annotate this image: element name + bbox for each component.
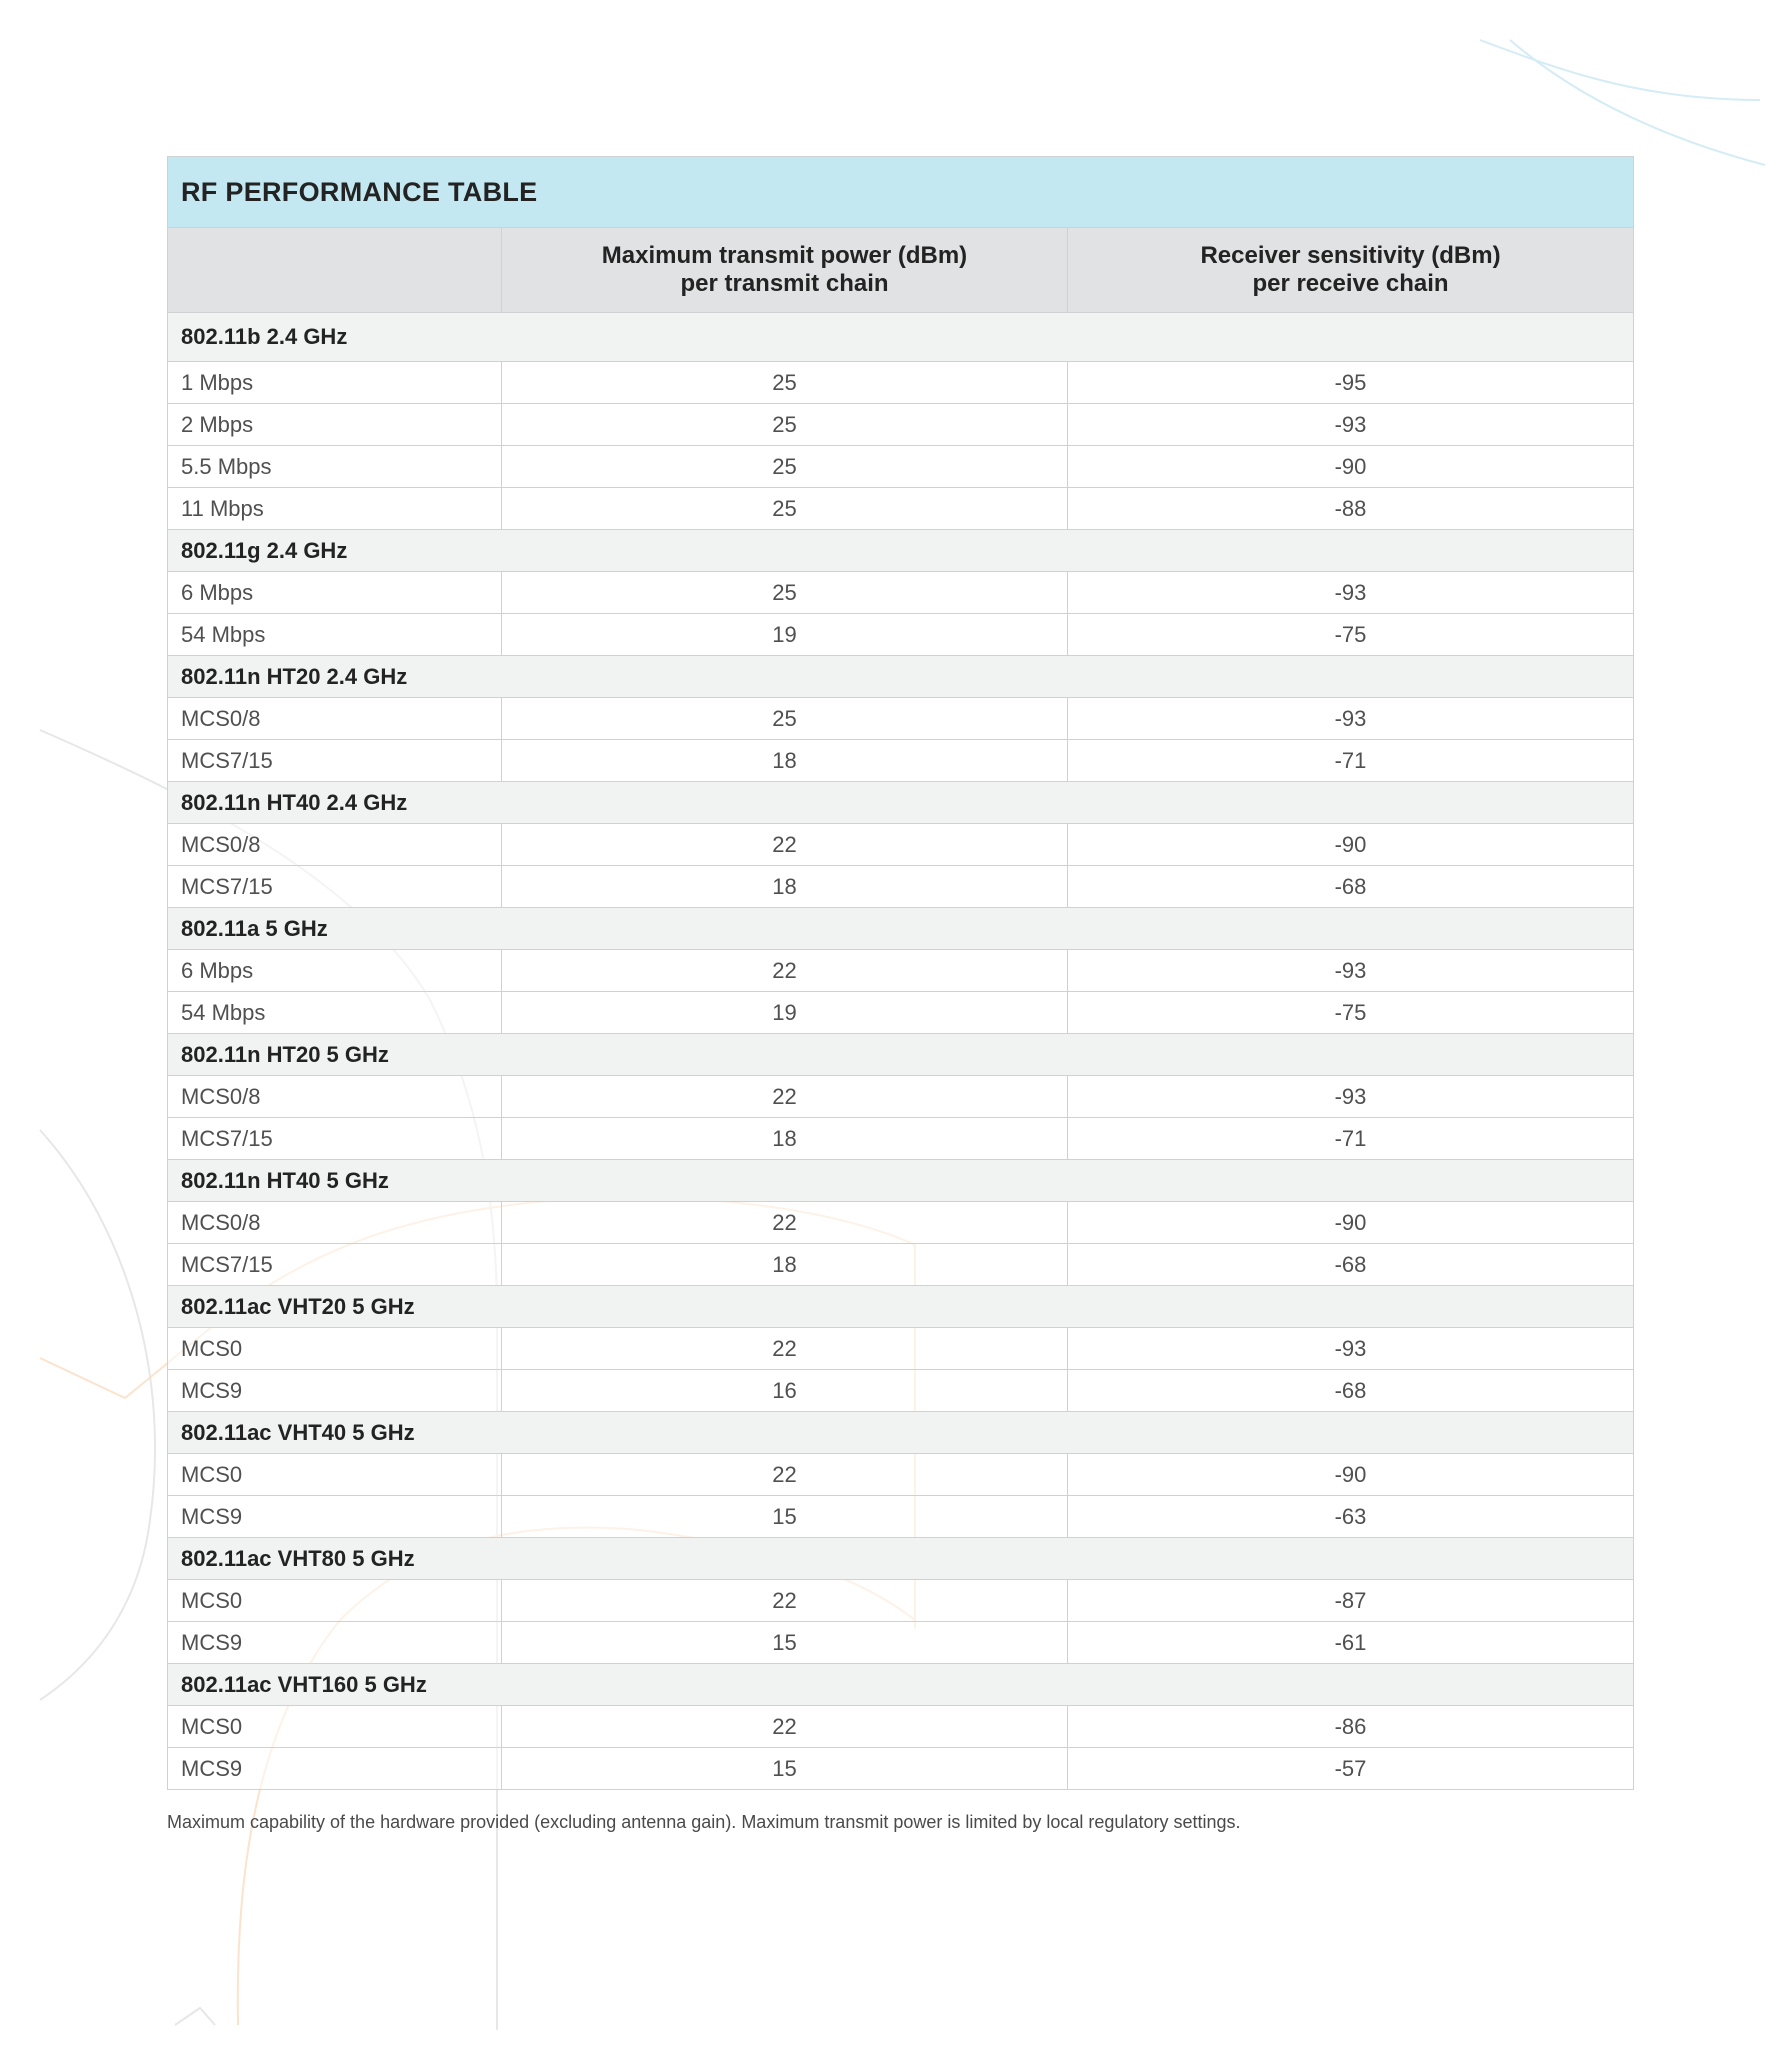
tx-power-cell: 22 bbox=[502, 1328, 1068, 1370]
rate-cell: MCS0 bbox=[168, 1454, 502, 1496]
rx-sensitivity-cell: -95 bbox=[1068, 362, 1634, 404]
column-header-row bbox=[168, 228, 1634, 313]
rate-cell: 6 Mbps bbox=[168, 572, 502, 614]
tx-power-cell: 22 bbox=[502, 1076, 1068, 1118]
group-label: 802.11ac VHT40 5 GHz bbox=[168, 1412, 1634, 1454]
group-row bbox=[168, 1412, 1634, 1454]
table-row bbox=[168, 1244, 1634, 1286]
rate-cell: 54 Mbps bbox=[168, 992, 502, 1034]
rate-cell: MCS9 bbox=[168, 1370, 502, 1412]
rate-cell: 1 Mbps bbox=[168, 362, 502, 404]
rx-sensitivity-cell: -93 bbox=[1068, 572, 1634, 614]
table-row bbox=[168, 1496, 1634, 1538]
table-row bbox=[168, 866, 1634, 908]
group-label: 802.11b 2.4 GHz bbox=[168, 313, 1634, 362]
table-row bbox=[168, 698, 1634, 740]
table-row bbox=[168, 1328, 1634, 1370]
table-footnote: Maximum capability of the hardware provided (excluding antenna gain). Maximum transmit power is limited by local regulatory settings. bbox=[167, 1812, 1241, 1832]
rate-cell: MCS0/8 bbox=[168, 824, 502, 866]
group-label: 802.11ac VHT20 5 GHz bbox=[168, 1286, 1634, 1328]
rx-sensitivity-cell: -63 bbox=[1068, 1496, 1634, 1538]
rx-sensitivity-cell: -93 bbox=[1068, 950, 1634, 992]
rx-sensitivity-cell: -93 bbox=[1068, 698, 1634, 740]
tx-power-cell: 15 bbox=[502, 1622, 1068, 1664]
table-row bbox=[168, 1622, 1634, 1664]
table-row bbox=[168, 1706, 1634, 1748]
rate-cell: MCS7/15 bbox=[168, 740, 502, 782]
rf-performance-table bbox=[167, 156, 1634, 1790]
tx-power-cell: 22 bbox=[502, 950, 1068, 992]
rx-sensitivity-cell: -93 bbox=[1068, 1076, 1634, 1118]
tx-power-cell: 22 bbox=[502, 1202, 1068, 1244]
tx-power-cell: 15 bbox=[502, 1496, 1068, 1538]
tx-power-cell: 18 bbox=[502, 1118, 1068, 1160]
rx-header-line1: Receiver sensitivity (dBm) bbox=[1200, 242, 1501, 269]
table-row bbox=[168, 572, 1634, 614]
rx-sensitivity-cell: -61 bbox=[1068, 1622, 1634, 1664]
rate-cell: MCS7/15 bbox=[168, 1244, 502, 1286]
group-label: 802.11ac VHT160 5 GHz bbox=[168, 1664, 1634, 1706]
rx-sensitivity-column-header bbox=[1068, 228, 1634, 313]
tx-power-cell: 19 bbox=[502, 992, 1068, 1034]
rx-sensitivity-cell: -90 bbox=[1068, 824, 1634, 866]
rx-sensitivity-cell: -90 bbox=[1068, 1454, 1634, 1496]
table-row bbox=[168, 362, 1634, 404]
group-row bbox=[168, 313, 1634, 362]
tx-header-line2: per transmit chain bbox=[680, 270, 889, 297]
tx-power-cell: 25 bbox=[502, 488, 1068, 530]
rx-sensitivity-cell: -75 bbox=[1068, 992, 1634, 1034]
group-row bbox=[168, 1160, 1634, 1202]
table-row bbox=[168, 404, 1634, 446]
rx-sensitivity-cell: -68 bbox=[1068, 866, 1634, 908]
rx-sensitivity-cell: -57 bbox=[1068, 1748, 1634, 1790]
tx-power-cell: 22 bbox=[502, 1706, 1068, 1748]
rate-cell: 2 Mbps bbox=[168, 404, 502, 446]
table-row bbox=[168, 1454, 1634, 1496]
table-title-row bbox=[168, 157, 1634, 228]
group-row bbox=[168, 782, 1634, 824]
group-row bbox=[168, 530, 1634, 572]
table-row bbox=[168, 950, 1634, 992]
tx-power-cell: 25 bbox=[502, 362, 1068, 404]
tx-power-cell: 19 bbox=[502, 614, 1068, 656]
tx-power-cell: 22 bbox=[502, 1580, 1068, 1622]
rx-sensitivity-cell: -86 bbox=[1068, 1706, 1634, 1748]
rate-cell: MCS7/15 bbox=[168, 1118, 502, 1160]
rx-sensitivity-cell: -68 bbox=[1068, 1370, 1634, 1412]
group-label: 802.11a 5 GHz bbox=[168, 908, 1634, 950]
rx-sensitivity-cell: -90 bbox=[1068, 1202, 1634, 1244]
group-row bbox=[168, 656, 1634, 698]
group-row bbox=[168, 1286, 1634, 1328]
tx-power-cell: 15 bbox=[502, 1748, 1068, 1790]
tx-power-cell: 16 bbox=[502, 1370, 1068, 1412]
group-row bbox=[168, 1034, 1634, 1076]
rate-cell: MCS0/8 bbox=[168, 1202, 502, 1244]
table-row bbox=[168, 614, 1634, 656]
rate-cell: MCS9 bbox=[168, 1748, 502, 1790]
rx-sensitivity-cell: -90 bbox=[1068, 446, 1634, 488]
group-label: 802.11g 2.4 GHz bbox=[168, 530, 1634, 572]
rate-cell: 5.5 Mbps bbox=[168, 446, 502, 488]
group-label: 802.11ac VHT80 5 GHz bbox=[168, 1538, 1634, 1580]
table-row bbox=[168, 446, 1634, 488]
rate-cell: MCS0/8 bbox=[168, 1076, 502, 1118]
rate-cell: 54 Mbps bbox=[168, 614, 502, 656]
tx-power-cell: 18 bbox=[502, 866, 1068, 908]
group-row bbox=[168, 1664, 1634, 1706]
rx-sensitivity-cell: -68 bbox=[1068, 1244, 1634, 1286]
group-label: 802.11n HT20 5 GHz bbox=[168, 1034, 1634, 1076]
rate-cell: MCS9 bbox=[168, 1496, 502, 1538]
table-title: RF PERFORMANCE TABLE bbox=[168, 157, 1634, 228]
table-row bbox=[168, 1118, 1634, 1160]
table-row bbox=[168, 824, 1634, 866]
rate-cell: 6 Mbps bbox=[168, 950, 502, 992]
tx-power-cell: 22 bbox=[502, 1454, 1068, 1496]
rx-sensitivity-cell: -71 bbox=[1068, 1118, 1634, 1160]
rf-performance-document bbox=[167, 156, 1633, 1834]
tx-power-cell: 18 bbox=[502, 740, 1068, 782]
rate-column-header bbox=[168, 228, 502, 313]
tx-header-line1: Maximum transmit power (dBm) bbox=[601, 242, 968, 269]
rx-sensitivity-cell: -93 bbox=[1068, 404, 1634, 446]
table-row bbox=[168, 1580, 1634, 1622]
table-row bbox=[168, 1370, 1634, 1412]
table-row bbox=[168, 1076, 1634, 1118]
rx-sensitivity-cell: -88 bbox=[1068, 488, 1634, 530]
group-row bbox=[168, 908, 1634, 950]
rx-sensitivity-cell: -75 bbox=[1068, 614, 1634, 656]
tx-power-column-header bbox=[502, 228, 1068, 313]
table-row bbox=[168, 740, 1634, 782]
rx-header-line2: per receive chain bbox=[1252, 270, 1449, 297]
tx-power-cell: 25 bbox=[502, 446, 1068, 488]
table-row bbox=[168, 488, 1634, 530]
group-row bbox=[168, 1538, 1634, 1580]
rate-cell: MCS0 bbox=[168, 1580, 502, 1622]
rate-cell: MCS0/8 bbox=[168, 698, 502, 740]
tx-power-cell: 18 bbox=[502, 1244, 1068, 1286]
rate-cell: MCS0 bbox=[168, 1328, 502, 1370]
rate-cell: 11 Mbps bbox=[168, 488, 502, 530]
tx-power-cell: 25 bbox=[502, 572, 1068, 614]
group-label: 802.11n HT40 2.4 GHz bbox=[168, 782, 1634, 824]
table-row bbox=[168, 992, 1634, 1034]
rate-cell: MCS0 bbox=[168, 1706, 502, 1748]
rate-cell: MCS7/15 bbox=[168, 866, 502, 908]
rx-sensitivity-cell: -71 bbox=[1068, 740, 1634, 782]
tx-power-cell: 25 bbox=[502, 698, 1068, 740]
table-row bbox=[168, 1748, 1634, 1790]
table-body bbox=[168, 313, 1634, 1790]
tx-power-cell: 25 bbox=[502, 404, 1068, 446]
rx-sensitivity-cell: -87 bbox=[1068, 1580, 1634, 1622]
rate-cell: MCS9 bbox=[168, 1622, 502, 1664]
tx-power-cell: 22 bbox=[502, 824, 1068, 866]
table-row bbox=[168, 1202, 1634, 1244]
group-label: 802.11n HT40 5 GHz bbox=[168, 1160, 1634, 1202]
group-label: 802.11n HT20 2.4 GHz bbox=[168, 656, 1634, 698]
rx-sensitivity-cell: -93 bbox=[1068, 1328, 1634, 1370]
